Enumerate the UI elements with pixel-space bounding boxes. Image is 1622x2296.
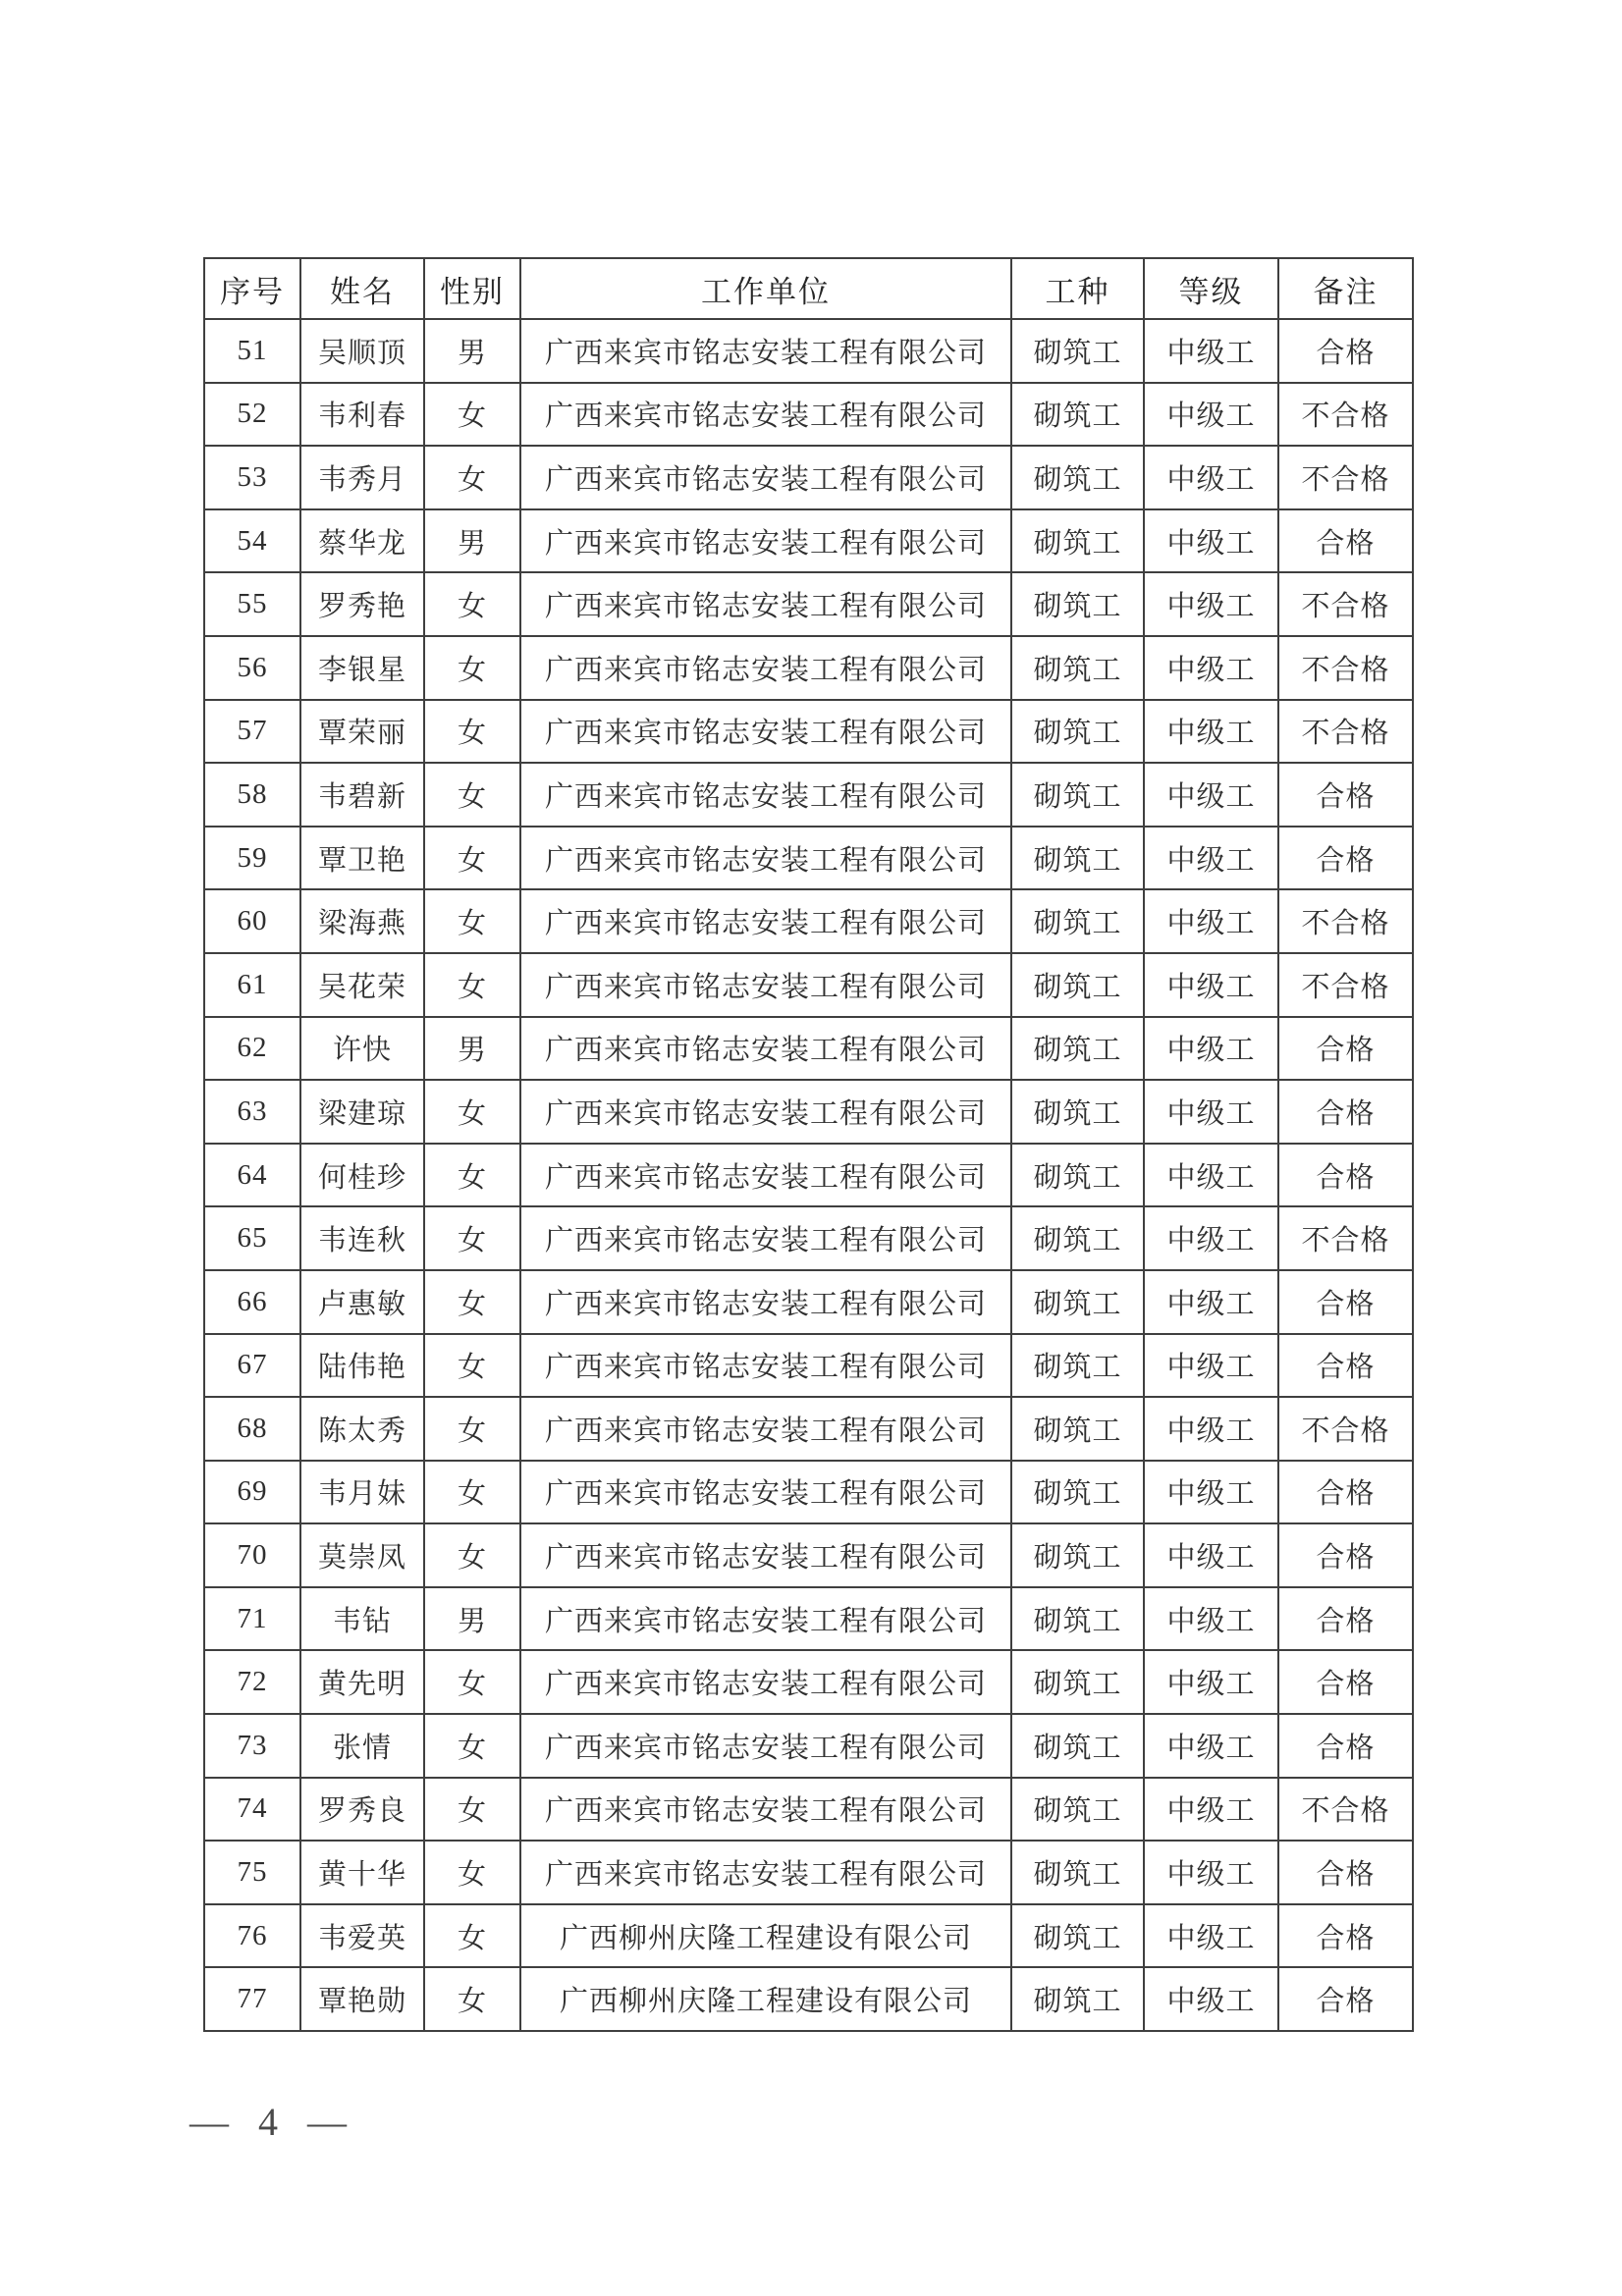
cell-gender: 女 [424, 889, 520, 953]
cell-grade: 中级工 [1144, 509, 1278, 573]
cell-company: 广西来宾市铭志安装工程有限公司 [520, 1206, 1011, 1270]
cell-no: 64 [204, 1144, 300, 1207]
cell-grade: 中级工 [1144, 1397, 1278, 1461]
cell-trade: 砌筑工 [1011, 1967, 1144, 2031]
cell-company: 广西来宾市铭志安装工程有限公司 [520, 1334, 1011, 1398]
cell-remark: 不合格 [1278, 1397, 1413, 1461]
cell-company: 广西来宾市铭志安装工程有限公司 [520, 1714, 1011, 1778]
cell-name: 梁建琼 [300, 1080, 424, 1144]
cell-trade: 砌筑工 [1011, 1587, 1144, 1651]
cell-trade: 砌筑工 [1011, 319, 1144, 383]
cell-trade: 砌筑工 [1011, 1714, 1144, 1778]
cell-gender: 女 [424, 1841, 520, 1904]
cell-trade: 砌筑工 [1011, 1778, 1144, 1842]
table-row [204, 1144, 1413, 1207]
cell-name: 吴顺顶 [300, 319, 424, 383]
cell-name: 卢惠敏 [300, 1270, 424, 1334]
cell-trade: 砌筑工 [1011, 889, 1144, 953]
cell-name: 韦秀月 [300, 446, 424, 509]
cell-grade: 中级工 [1144, 572, 1278, 636]
cell-remark: 不合格 [1278, 383, 1413, 447]
table-row [204, 1017, 1413, 1081]
cell-trade: 砌筑工 [1011, 383, 1144, 447]
cell-no: 69 [204, 1461, 300, 1524]
table-row [204, 1714, 1413, 1778]
cell-company: 广西来宾市铭志安装工程有限公司 [520, 1144, 1011, 1207]
cell-no: 57 [204, 700, 300, 764]
header-trade: 工种 [1011, 258, 1144, 319]
cell-no: 52 [204, 383, 300, 447]
cell-grade: 中级工 [1144, 1523, 1278, 1587]
cell-trade: 砌筑工 [1011, 1841, 1144, 1904]
cell-grade: 中级工 [1144, 953, 1278, 1017]
cell-company: 广西来宾市铭志安装工程有限公司 [520, 383, 1011, 447]
cell-trade: 砌筑工 [1011, 1144, 1144, 1207]
cell-no: 73 [204, 1714, 300, 1778]
cell-gender: 男 [424, 1017, 520, 1081]
cell-remark: 合格 [1278, 1587, 1413, 1651]
cell-grade: 中级工 [1144, 1334, 1278, 1398]
cell-remark: 合格 [1278, 1461, 1413, 1524]
cell-trade: 砌筑工 [1011, 763, 1144, 827]
cell-gender: 女 [424, 1523, 520, 1587]
cell-no: 75 [204, 1841, 300, 1904]
table-row [204, 1397, 1413, 1461]
header-grade: 等级 [1144, 258, 1278, 319]
cell-grade: 中级工 [1144, 889, 1278, 953]
cell-trade: 砌筑工 [1011, 953, 1144, 1017]
cell-remark: 合格 [1278, 1080, 1413, 1144]
cell-no: 71 [204, 1587, 300, 1651]
cell-company: 广西来宾市铭志安装工程有限公司 [520, 572, 1011, 636]
cell-gender: 女 [424, 1144, 520, 1207]
table-header [204, 258, 1413, 319]
table-row [204, 383, 1413, 447]
cell-gender: 男 [424, 509, 520, 573]
cell-gender: 女 [424, 1714, 520, 1778]
cell-remark: 合格 [1278, 1714, 1413, 1778]
cell-grade: 中级工 [1144, 1967, 1278, 2031]
table-body [204, 319, 1413, 2031]
personnel-table-container [203, 257, 1412, 2032]
cell-remark: 不合格 [1278, 1778, 1413, 1842]
cell-no: 68 [204, 1397, 300, 1461]
cell-no: 54 [204, 509, 300, 573]
cell-grade: 中级工 [1144, 446, 1278, 509]
cell-company: 广西来宾市铭志安装工程有限公司 [520, 509, 1011, 573]
cell-company: 广西来宾市铭志安装工程有限公司 [520, 636, 1011, 700]
table-row [204, 1778, 1413, 1842]
cell-name: 张情 [300, 1714, 424, 1778]
table-row [204, 446, 1413, 509]
cell-grade: 中级工 [1144, 1714, 1278, 1778]
table-header-row [204, 258, 1413, 319]
cell-name: 罗秀良 [300, 1778, 424, 1842]
table-row [204, 1080, 1413, 1144]
cell-remark: 合格 [1278, 1967, 1413, 2031]
cell-grade: 中级工 [1144, 383, 1278, 447]
cell-company: 广西来宾市铭志安装工程有限公司 [520, 1270, 1011, 1334]
cell-no: 51 [204, 319, 300, 383]
header-remark: 备注 [1278, 258, 1413, 319]
cell-company: 广西柳州庆隆工程建设有限公司 [520, 1904, 1011, 1968]
cell-no: 56 [204, 636, 300, 700]
table-row [204, 1967, 1413, 2031]
cell-grade: 中级工 [1144, 1778, 1278, 1842]
cell-grade: 中级工 [1144, 1461, 1278, 1524]
cell-grade: 中级工 [1144, 1841, 1278, 1904]
cell-name: 吴花荣 [300, 953, 424, 1017]
cell-trade: 砌筑工 [1011, 1650, 1144, 1714]
cell-trade: 砌筑工 [1011, 1904, 1144, 1968]
cell-gender: 女 [424, 1206, 520, 1270]
cell-gender: 女 [424, 1334, 520, 1398]
cell-company: 广西来宾市铭志安装工程有限公司 [520, 1587, 1011, 1651]
cell-name: 莫崇凤 [300, 1523, 424, 1587]
cell-name: 覃荣丽 [300, 700, 424, 764]
cell-no: 67 [204, 1334, 300, 1398]
cell-trade: 砌筑工 [1011, 1270, 1144, 1334]
cell-remark: 不合格 [1278, 953, 1413, 1017]
table-row [204, 1206, 1413, 1270]
cell-name: 韦连秋 [300, 1206, 424, 1270]
cell-gender: 女 [424, 1397, 520, 1461]
cell-name: 韦爱英 [300, 1904, 424, 1968]
cell-gender: 女 [424, 446, 520, 509]
cell-name: 韦利春 [300, 383, 424, 447]
cell-gender: 男 [424, 1587, 520, 1651]
cell-grade: 中级工 [1144, 636, 1278, 700]
table-row [204, 1270, 1413, 1334]
cell-company: 广西来宾市铭志安装工程有限公司 [520, 1080, 1011, 1144]
cell-remark: 合格 [1278, 1334, 1413, 1398]
cell-company: 广西来宾市铭志安装工程有限公司 [520, 827, 1011, 890]
cell-company: 广西柳州庆隆工程建设有限公司 [520, 1967, 1011, 2031]
table-row [204, 1461, 1413, 1524]
cell-company: 广西来宾市铭志安装工程有限公司 [520, 1017, 1011, 1081]
cell-name: 韦碧新 [300, 763, 424, 827]
cell-trade: 砌筑工 [1011, 1461, 1144, 1524]
cell-company: 广西来宾市铭志安装工程有限公司 [520, 319, 1011, 383]
cell-gender: 女 [424, 1967, 520, 2031]
table-row [204, 1841, 1413, 1904]
cell-remark: 合格 [1278, 1523, 1413, 1587]
table-row [204, 1587, 1413, 1651]
cell-gender: 女 [424, 1778, 520, 1842]
cell-trade: 砌筑工 [1011, 1334, 1144, 1398]
cell-grade: 中级工 [1144, 1587, 1278, 1651]
cell-gender: 女 [424, 636, 520, 700]
cell-name: 梁海燕 [300, 889, 424, 953]
cell-gender: 女 [424, 1270, 520, 1334]
cell-company: 广西来宾市铭志安装工程有限公司 [520, 700, 1011, 764]
table-row [204, 1334, 1413, 1398]
page-number: — 4 — [189, 2100, 352, 2144]
cell-company: 广西来宾市铭志安装工程有限公司 [520, 889, 1011, 953]
cell-name: 黄十华 [300, 1841, 424, 1904]
cell-trade: 砌筑工 [1011, 572, 1144, 636]
table-row [204, 1523, 1413, 1587]
cell-trade: 砌筑工 [1011, 1523, 1144, 1587]
cell-company: 广西来宾市铭志安装工程有限公司 [520, 1778, 1011, 1842]
cell-grade: 中级工 [1144, 827, 1278, 890]
cell-name: 蔡华龙 [300, 509, 424, 573]
cell-name: 覃艳勋 [300, 1967, 424, 2031]
cell-remark: 合格 [1278, 827, 1413, 890]
cell-remark: 合格 [1278, 1904, 1413, 1968]
cell-trade: 砌筑工 [1011, 700, 1144, 764]
cell-trade: 砌筑工 [1011, 509, 1144, 573]
cell-remark: 合格 [1278, 1017, 1413, 1081]
cell-no: 58 [204, 763, 300, 827]
cell-remark: 不合格 [1278, 1206, 1413, 1270]
cell-gender: 女 [424, 1904, 520, 1968]
cell-no: 70 [204, 1523, 300, 1587]
cell-no: 55 [204, 572, 300, 636]
cell-remark: 不合格 [1278, 889, 1413, 953]
cell-company: 广西来宾市铭志安装工程有限公司 [520, 953, 1011, 1017]
cell-no: 60 [204, 889, 300, 953]
cell-gender: 女 [424, 827, 520, 890]
cell-grade: 中级工 [1144, 700, 1278, 764]
cell-name: 黄先明 [300, 1650, 424, 1714]
cell-remark: 合格 [1278, 763, 1413, 827]
cell-grade: 中级工 [1144, 1270, 1278, 1334]
table-row [204, 1650, 1413, 1714]
cell-company: 广西来宾市铭志安装工程有限公司 [520, 763, 1011, 827]
cell-remark: 不合格 [1278, 700, 1413, 764]
cell-trade: 砌筑工 [1011, 636, 1144, 700]
cell-remark: 合格 [1278, 1144, 1413, 1207]
cell-remark: 合格 [1278, 319, 1413, 383]
cell-remark: 不合格 [1278, 446, 1413, 509]
cell-name: 许快 [300, 1017, 424, 1081]
cell-company: 广西来宾市铭志安装工程有限公司 [520, 1841, 1011, 1904]
cell-name: 韦钻 [300, 1587, 424, 1651]
cell-gender: 女 [424, 1461, 520, 1524]
cell-no: 74 [204, 1778, 300, 1842]
cell-no: 62 [204, 1017, 300, 1081]
header-name: 姓名 [300, 258, 424, 319]
cell-company: 广西来宾市铭志安装工程有限公司 [520, 1397, 1011, 1461]
cell-remark: 合格 [1278, 509, 1413, 573]
table-row [204, 953, 1413, 1017]
cell-gender: 女 [424, 572, 520, 636]
cell-grade: 中级工 [1144, 1017, 1278, 1081]
cell-trade: 砌筑工 [1011, 1206, 1144, 1270]
cell-gender: 女 [424, 1080, 520, 1144]
table-row [204, 509, 1413, 573]
cell-no: 59 [204, 827, 300, 890]
header-gender: 性别 [424, 258, 520, 319]
cell-grade: 中级工 [1144, 319, 1278, 383]
cell-remark: 不合格 [1278, 636, 1413, 700]
cell-company: 广西来宾市铭志安装工程有限公司 [520, 446, 1011, 509]
cell-remark: 合格 [1278, 1650, 1413, 1714]
table-row [204, 319, 1413, 383]
cell-grade: 中级工 [1144, 1080, 1278, 1144]
cell-grade: 中级工 [1144, 1206, 1278, 1270]
cell-company: 广西来宾市铭志安装工程有限公司 [520, 1523, 1011, 1587]
personnel-roster-table [203, 257, 1414, 2032]
cell-name: 陆伟艳 [300, 1334, 424, 1398]
cell-gender: 女 [424, 383, 520, 447]
cell-remark: 合格 [1278, 1270, 1413, 1334]
header-no: 序号 [204, 258, 300, 319]
cell-trade: 砌筑工 [1011, 446, 1144, 509]
table-row [204, 700, 1413, 764]
cell-no: 53 [204, 446, 300, 509]
cell-name: 韦月妹 [300, 1461, 424, 1524]
cell-no: 77 [204, 1967, 300, 2031]
cell-no: 61 [204, 953, 300, 1017]
cell-company: 广西来宾市铭志安装工程有限公司 [520, 1461, 1011, 1524]
cell-trade: 砌筑工 [1011, 1397, 1144, 1461]
cell-grade: 中级工 [1144, 763, 1278, 827]
cell-name: 罗秀艳 [300, 572, 424, 636]
cell-gender: 男 [424, 319, 520, 383]
cell-name: 李银星 [300, 636, 424, 700]
cell-grade: 中级工 [1144, 1904, 1278, 1968]
cell-no: 65 [204, 1206, 300, 1270]
cell-gender: 女 [424, 953, 520, 1017]
cell-company: 广西来宾市铭志安装工程有限公司 [520, 1650, 1011, 1714]
cell-gender: 女 [424, 700, 520, 764]
table-row [204, 572, 1413, 636]
table-row [204, 889, 1413, 953]
table-row [204, 827, 1413, 890]
cell-grade: 中级工 [1144, 1144, 1278, 1207]
table-row [204, 763, 1413, 827]
cell-name: 何桂珍 [300, 1144, 424, 1207]
cell-no: 63 [204, 1080, 300, 1144]
table-row [204, 636, 1413, 700]
cell-name: 覃卫艳 [300, 827, 424, 890]
cell-trade: 砌筑工 [1011, 1080, 1144, 1144]
header-company: 工作单位 [520, 258, 1011, 319]
cell-gender: 女 [424, 1650, 520, 1714]
cell-trade: 砌筑工 [1011, 827, 1144, 890]
cell-gender: 女 [424, 763, 520, 827]
cell-no: 72 [204, 1650, 300, 1714]
cell-name: 陈太秀 [300, 1397, 424, 1461]
cell-grade: 中级工 [1144, 1650, 1278, 1714]
cell-no: 66 [204, 1270, 300, 1334]
table-row [204, 1904, 1413, 1968]
cell-remark: 合格 [1278, 1841, 1413, 1904]
cell-no: 76 [204, 1904, 300, 1968]
cell-remark: 不合格 [1278, 572, 1413, 636]
cell-trade: 砌筑工 [1011, 1017, 1144, 1081]
